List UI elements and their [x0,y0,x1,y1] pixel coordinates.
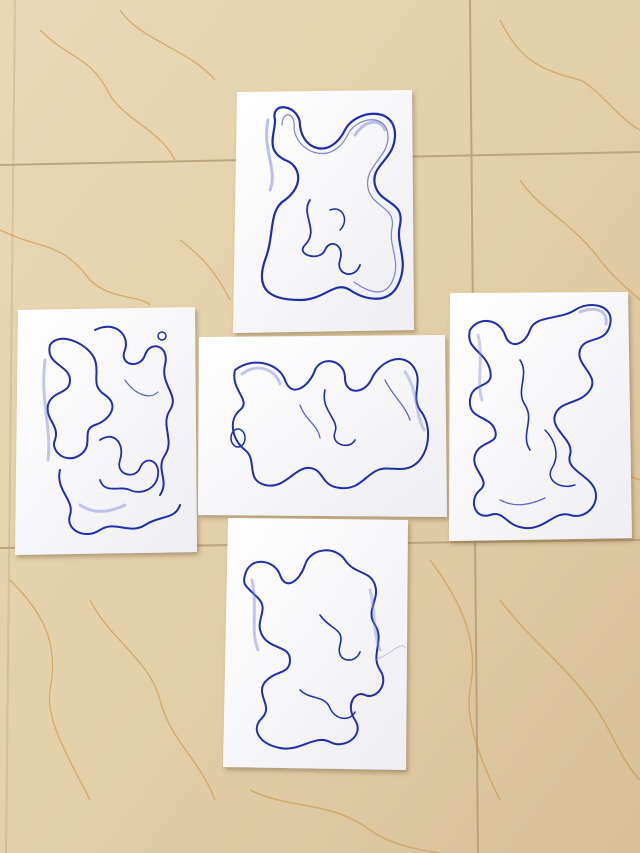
card-top [233,90,414,333]
card-bottom [223,518,408,770]
card-right [449,292,632,541]
card-center [198,335,447,517]
card-left [15,307,197,555]
